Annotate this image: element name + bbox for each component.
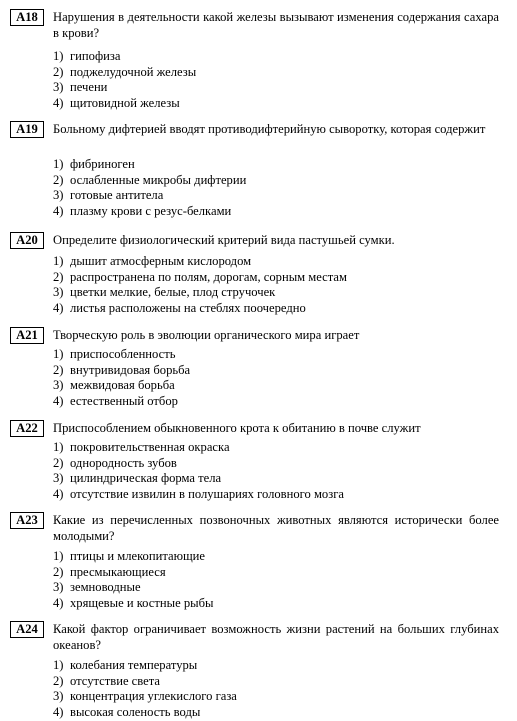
answer-option	[53, 254, 347, 270]
option-text: внутривидовая борьба	[70, 362, 191, 377]
option-number: 3)	[53, 378, 64, 392]
option-text: дышит атмосферным кислородом	[70, 254, 252, 268]
answer-option	[53, 674, 237, 690]
answer-option	[53, 471, 344, 487]
option-number: 4)	[53, 203, 64, 218]
option-text: пресмыкающиеся	[70, 564, 166, 579]
question-text: Больному дифтерией вводят противодифтерийную сыворотку, которая содержит	[53, 122, 486, 136]
answer-option	[53, 80, 196, 96]
option-number: 2)	[53, 564, 64, 579]
option-text: распространена по полям, дорогам, сорным местам	[70, 269, 347, 284]
question-number: A22	[10, 420, 44, 437]
question-text: Приспособлением обыкновенного крота к обитанию в почве служит	[53, 421, 421, 435]
option-text: листья расположены на стеблях поочередно	[70, 300, 306, 315]
answer-option	[53, 270, 347, 286]
option-text: межвидовая борьба	[70, 378, 175, 392]
question-number: A21	[10, 327, 44, 344]
option-number: 3)	[53, 285, 64, 299]
answer-option	[53, 580, 213, 596]
answer-option	[53, 49, 196, 65]
option-text: готовые антитела	[70, 188, 164, 202]
answer-option	[53, 394, 190, 410]
answer-option	[53, 487, 344, 503]
option-text: фибриноген	[70, 157, 135, 171]
option-text: земноводные	[70, 580, 141, 594]
option-number: 1)	[53, 254, 64, 268]
answer-option	[53, 204, 246, 220]
answer-option	[53, 188, 246, 204]
answer-option	[53, 689, 237, 705]
answer-option	[53, 596, 213, 612]
option-text: отсутствие света	[70, 673, 160, 688]
option-number: 3)	[53, 188, 64, 202]
answer-options	[53, 157, 246, 219]
option-text: поджелудочной железы	[70, 64, 197, 79]
answer-options	[53, 549, 213, 611]
answer-option	[53, 565, 213, 581]
option-number: 2)	[53, 673, 64, 688]
answer-option	[53, 96, 196, 112]
answer-options	[53, 49, 196, 111]
option-text: колебания температуры	[70, 658, 198, 672]
option-text: печени	[70, 80, 108, 94]
question-number: A23	[10, 512, 44, 529]
answer-option	[53, 285, 347, 301]
question-number: A24	[10, 621, 44, 638]
option-number: 3)	[53, 471, 64, 485]
option-number: 4)	[53, 95, 64, 110]
answer-option	[53, 658, 237, 674]
option-number: 2)	[53, 455, 64, 470]
answer-options	[53, 440, 344, 502]
answer-option	[53, 549, 213, 565]
option-text: щитовидной железы	[70, 95, 180, 110]
option-number: 1)	[53, 658, 64, 672]
answer-option	[53, 65, 196, 81]
option-text: плазму крови с резус-белками	[70, 203, 232, 218]
option-text: цветки мелкие, белые, плод стручочек	[70, 285, 276, 299]
option-text: однородность зубов	[70, 455, 177, 470]
option-text: птицы и млекопитающие	[70, 549, 206, 563]
question-text: Творческую роль в эволюции органического мира играет	[53, 328, 360, 342]
option-number: 2)	[53, 172, 64, 187]
answer-option	[53, 301, 347, 317]
option-number: 3)	[53, 689, 64, 703]
option-number: 3)	[53, 80, 64, 94]
option-text: высокая соленость воды	[70, 704, 201, 719]
answer-option	[53, 705, 237, 721]
option-number: 4)	[53, 704, 64, 719]
question-text: Определите физиологический критерий вида пастушьей сумки.	[53, 233, 395, 247]
option-number: 2)	[53, 269, 64, 284]
option-text: приспособленность	[70, 347, 176, 361]
question-number: A19	[10, 121, 44, 138]
option-text: цилиндрическая форма тела	[70, 471, 222, 485]
answer-options	[53, 347, 190, 409]
option-number: 1)	[53, 49, 64, 63]
answer-option	[53, 347, 190, 363]
answer-option	[53, 456, 344, 472]
question-number: A20	[10, 232, 44, 249]
option-text: хрящевые и костные рыбы	[70, 595, 214, 610]
option-number: 3)	[53, 580, 64, 594]
option-text: отсутствие извилин в полушариях головного мозга	[70, 486, 344, 501]
answer-options	[53, 658, 237, 720]
option-number: 2)	[53, 362, 64, 377]
option-text: покровительственная окраска	[70, 440, 230, 454]
option-number: 2)	[53, 64, 64, 79]
answer-option	[53, 363, 190, 379]
option-number: 1)	[53, 549, 64, 563]
option-number: 4)	[53, 393, 64, 408]
answer-option	[53, 173, 246, 189]
option-number: 1)	[53, 157, 64, 171]
option-number: 1)	[53, 347, 64, 361]
question-text: Какие из перечисленных позвоночных животных являются исторически более молодыми?	[53, 513, 499, 543]
option-number: 1)	[53, 440, 64, 454]
option-number: 4)	[53, 486, 64, 501]
option-text: концентрация углекислого газа	[70, 689, 237, 703]
option-number: 4)	[53, 595, 64, 610]
answer-option	[53, 378, 190, 394]
answer-option	[53, 157, 246, 173]
question-text: Нарушения в деятельности какой железы вызывают изменения содержания сахара в крови?	[53, 10, 499, 40]
option-text: ослабленные микробы дифтерии	[70, 172, 247, 187]
answer-options	[53, 254, 347, 316]
option-number: 4)	[53, 300, 64, 315]
answer-option	[53, 440, 344, 456]
question-number: A18	[10, 9, 44, 26]
option-text: естественный отбор	[70, 393, 178, 408]
option-text: гипофиза	[70, 49, 121, 63]
question-text: Какой фактор ограничивает возможность жизни растений на больших глубинах океанов?	[53, 622, 499, 652]
